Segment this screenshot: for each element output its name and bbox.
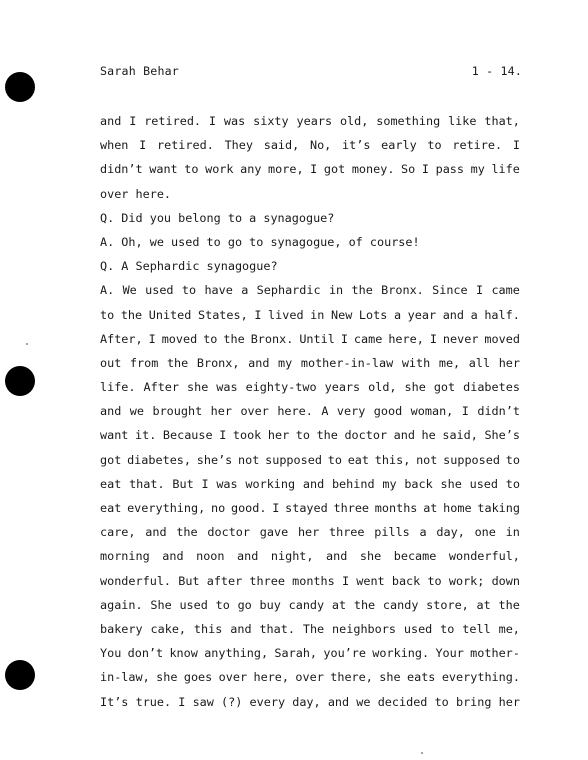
transcript-line: wonderful. But after three months I went back to work; down <box>100 573 520 588</box>
transcript-line: A. Oh, we used to go to synagogue, of course! <box>100 234 420 249</box>
transcript-line: and I retired. I was sixty years old, something like that, <box>100 114 520 128</box>
transcript-line: in-law, she goes over here, over there, she eats everything. <box>100 670 520 685</box>
scan-speck <box>421 752 423 754</box>
transcript-line: care, and the doctor gave her three pills a day, one in <box>100 525 520 540</box>
punch-hole-bottom <box>5 660 35 690</box>
punch-hole-top <box>5 72 35 102</box>
transcript-line: It’s true. I saw (?) every day, and we decided to bring her <box>100 694 520 709</box>
transcript-line: Q. Did you belong to a synagogue? <box>100 210 335 225</box>
transcript-line: and we brought her over here. A very good woman, I didn’t <box>100 404 520 419</box>
transcript-line: eat that. But I was working and behind my back she used to <box>100 476 520 491</box>
transcript-line: out from the Bronx, and my mother-in-law with me, all her <box>100 355 520 370</box>
transcript-body <box>100 109 520 714</box>
transcript-line: again. She used to go buy candy at the candy store, at the <box>100 597 520 612</box>
transcript-line: morning and noon and night, and she became wonderful, <box>100 549 520 564</box>
transcript-line: eat everything, no good. I stayed three months at home taking <box>100 501 520 515</box>
scan-speck <box>26 343 28 345</box>
transcript-line: when I retired. They said, No, it’s early to retire. I <box>100 138 520 153</box>
transcript-line: didn’t want to work any more, I got money. So I pass my life <box>100 162 520 177</box>
transcript-line: A. We used to have a Sephardic in the Bronx. Since I came <box>100 283 520 298</box>
page-number: 1 - 14. <box>471 64 522 78</box>
transcript-line: life. After she was eighty-two years old, she got diabetes <box>100 380 520 395</box>
transcript-line: got diabetes, she’s not supposed to eat this, not supposed to <box>100 452 520 467</box>
transcript-line: over here. <box>100 186 172 201</box>
transcript-line: bakery cake, this and that. The neighbors used to tell me, <box>100 621 520 636</box>
transcript-line: want it. Because I took her to the doctor and he said, She’s <box>100 428 520 443</box>
transcript-line: to the United States, I lived in New Lots a year and a half. <box>100 307 520 322</box>
transcript-line: After, I moved to the Bronx. Until I came here, I never moved <box>100 331 520 346</box>
punch-hole-middle <box>5 366 35 396</box>
transcript-line: Q. A Sephardic synagogue? <box>100 259 278 274</box>
transcript-line: You don’t know anything, Sarah, you’re working. Your mother- <box>100 646 520 661</box>
interviewee-name: Sarah Behar <box>100 64 179 78</box>
